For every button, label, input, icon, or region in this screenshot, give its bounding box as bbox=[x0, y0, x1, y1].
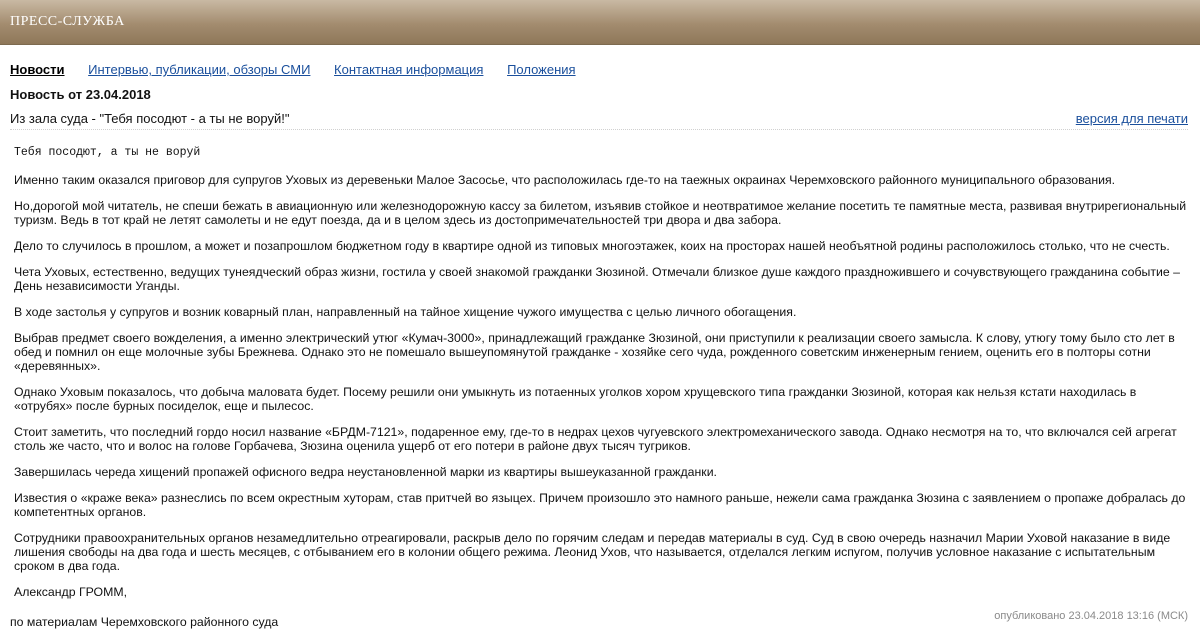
article-paragraph: Однако Уховым показалось, что добыча маловата будет. Посему решили они умыкнуть из потаенных уголков хором хрущевского типа гражданки Зюзиной, которая как нельзя кстати находилась в «отрубях» после бурных посиделок, еще и пылесос. bbox=[14, 385, 1137, 413]
lead-title: Из зала суда - "Тебя посодют - а ты не воруй!" bbox=[10, 111, 290, 126]
article-paragraph: Известия о «краже века» разнеслись по всем окрестным хуторам, став притчей во языцех. Причем произошло это намного раньше, нежели сама гражданка Зюзина с заявлением о пропаже добралась до компетентных органов. bbox=[14, 491, 1186, 519]
article-source: по материалам Черемховского районного суда bbox=[10, 615, 279, 629]
print-version-link[interactable]: версия для печати bbox=[1075, 111, 1188, 126]
article-paragraph: Чета Уховых, естественно, ведущих тунеядческий образ жизни, гостила у своей знакомой гражданки Зюзиной. Отмечали близкое душе каждого празднoжившего и сочувствующего гражданина событие – День независимости Уганды. bbox=[14, 265, 1180, 293]
article-paragraph: Завершилась череда хищений пропажей офисного ведра неустановленной марки из квартиры вышеуказанной гражданки. bbox=[14, 465, 717, 479]
tab-news[interactable]: Новости bbox=[10, 62, 65, 77]
lead-row bbox=[10, 111, 1188, 130]
article-paragraph: Стоит заметить, что последний гордо носил название «БРДМ-7121», подаренное ему, где-то в недрах цехов чугуевского электромеханического завода. Однако несмотря на то, что включался сей агрегат столь же часто, что и волос на голове Горбачева, Зюзина оценила ущерб от его потери в районе двух тысяч тугриков. bbox=[14, 425, 1177, 453]
article-paragraph: Именно таким оказался приговор для супругов Уховых из деревеньки Малое Засосье, что расположилась где-то на таежных окраинах Черемховского районного муниципального образования. bbox=[14, 173, 1116, 187]
header-bar bbox=[0, 0, 1200, 45]
nav-tabs bbox=[10, 62, 596, 77]
article-paragraph: В ходе застолья у супругов и возник коварный план, направленный на тайное хищение чужого имущества с целью личного обогащения. bbox=[14, 305, 797, 319]
published-timestamp: опубликовано 23.04.2018 13:16 (МСК) bbox=[994, 610, 1188, 622]
tab-interviews[interactable]: Интервью, публикации, обзоры СМИ bbox=[88, 62, 311, 77]
article-paragraph: Выбрав предмет своего вожделения, а именно электрический утюг «Кумач-3000», принадлежащий гражданке Зюзиной, они приступили к реализации своего замысла. К слову, утюгу тому было сто лет в обед и помнил он еще молочные зубы Брежнева. Однако это не помешало вышеупомянутой гражданке - хозяйке сего чуда, рожденного советским инженерным гением, оценить его в полторы сотни «деревянных». bbox=[14, 331, 1175, 373]
tab-contacts[interactable]: Контактная информация bbox=[334, 62, 484, 77]
section-title: ПРЕСС-СЛУЖБА bbox=[10, 14, 125, 29]
article-paragraph: Дело то случилось в прошлом, а может и позапрошлом бюджетном году в квартире одной из типовых многоэтажек, коих на просторах нашей необъятной родины расположилось столько, что не счесть. bbox=[14, 239, 1170, 253]
article-paragraph: Сотрудники правоохранительных органов незамедлительно отреагировали, раскрыв дело по горячим следам и передав материалы в суд. Суд в свою очередь назначил Марии Уховой наказание в виде лишения свободы на два года и шесть месяцев, с отбыванием его в колонии общего режима. Леонид Ухов, что называется, отделался легким испугом, получив условное наказание с испытательным сроком в два года. bbox=[14, 531, 1171, 573]
news-date: Новость от 23.04.2018 bbox=[10, 87, 151, 102]
article-paragraph: Но,дорогой мой читатель, не спеши бежать в авиационную или железнодорожную кассу за билетом, изъявив стойкое и неотвратимое желание посетить те памятные места, развивая внутрирегиональный туризм. Ведь в тот край не летят самолеты и не едут поезда, да и в целом здесь из достопримечательностей три двора и два забора. bbox=[14, 199, 1187, 227]
tab-regulations[interactable]: Положения bbox=[507, 62, 576, 77]
article-author: Александр ГРОММ, bbox=[14, 585, 128, 599]
article-body bbox=[10, 146, 1188, 629]
article-headline: Тебя посодют, а ты не воруй bbox=[14, 146, 201, 159]
